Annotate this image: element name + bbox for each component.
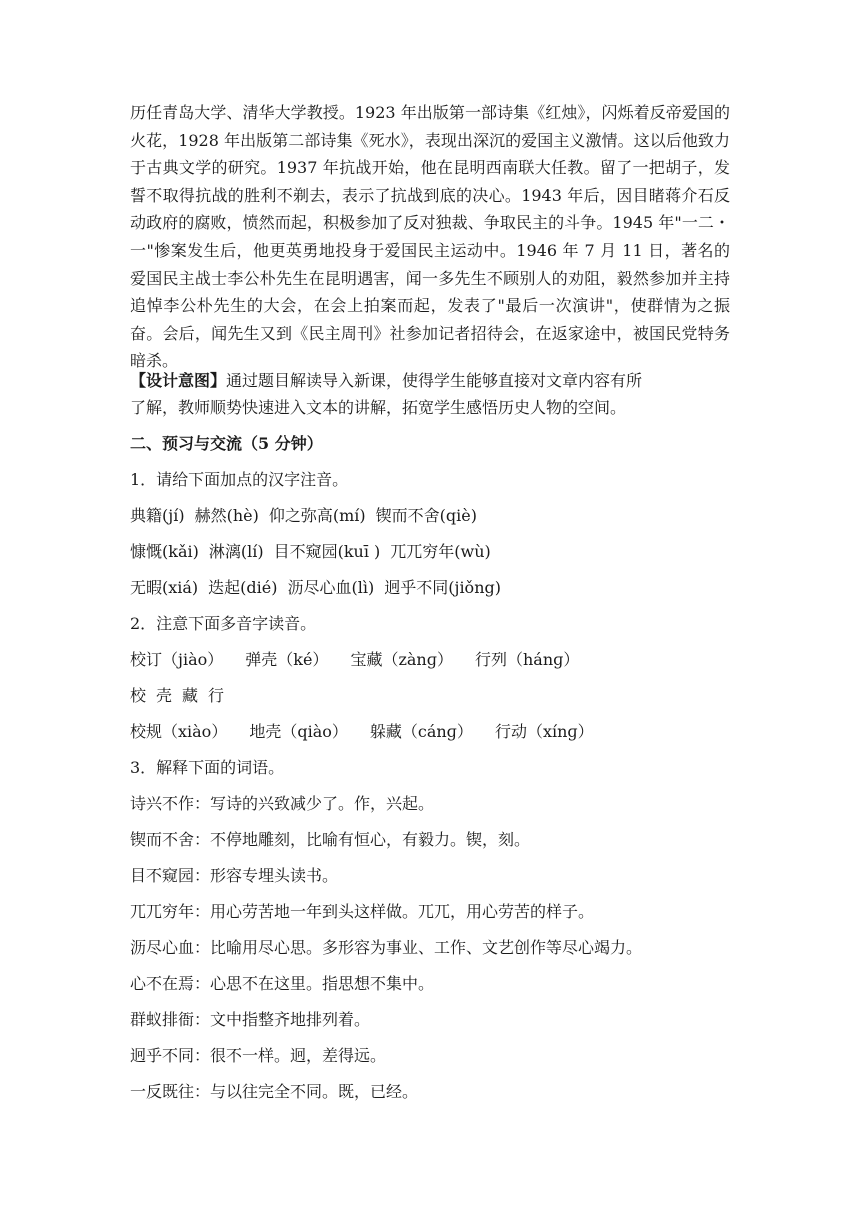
- definition-item: 迥乎不同：很不一样。迥，差得远。: [130, 1046, 387, 1065]
- polyphone-item: 校订（jiào）: [130, 650, 224, 669]
- polyphone-char: 壳: [156, 686, 173, 705]
- polyphone-item: 行动（xínɡ）: [494, 722, 594, 741]
- definition-item: 目不窥园：形容专埋头读书。: [130, 866, 339, 885]
- polyphone-item: 躲藏（cánɡ）: [369, 722, 473, 741]
- pinyin-row-3: [130, 575, 501, 598]
- pinyin-row-1: [130, 503, 477, 526]
- pinyin-item: 锲而不舍(qiè): [375, 506, 477, 525]
- definition-item: 心不在焉：心思不在这里。指思想不集中。: [130, 974, 435, 993]
- polyphone-row-1: [130, 647, 579, 670]
- polyphone-item: 行列（hánɡ）: [474, 650, 580, 669]
- definition-item: 群蚁排衙：文中指整齐地排列着。: [130, 1010, 371, 1029]
- definition-item: 锲而不舍：不停地雕刻，比喻有恒心，有毅力。锲，刻。: [130, 830, 531, 849]
- pinyin-item: 迭起(dié): [208, 578, 278, 597]
- pinyin-item: 淋漓(lí): [208, 542, 264, 561]
- biography-paragraph: 历任青岛大学、清华大学教授。1923 年出版第一部诗集《红烛》，闪烁着反帝爱国的火花，1928 年出版第二部诗集《死水》，表现出深沉的爱国主义激情。这以后他致力于古典文学的研究。1937 年抗战开始，他在昆明西南联大任教。留了一把胡子，发誓不取得抗战的胜利不剃去，表示了抗战到底的决心。1943 年后，因目睹蒋介石反动政府的腐败，愤然而起，积极参加了反对独裁、争取民主的斗争。1945 年"一二・一"惨案发生后，他更英勇地投身于爱国民主运动中。1946 年 7 月 11 日，著名的爱国民主战士李公朴先生在昆明遇害，闻一多先生不顾别人的劝阻，毅然参加并主持追悼李公朴先生的大会，在会上拍案而起，发表了"最后一次演讲"，使群情为之振奋。会后，闻先生又到《民主周刊》社参加记者招待会，在返家途中，被国民党特务暗杀。: [130, 103, 730, 371]
- pinyin-item: 迥乎不同(jiǒng): [384, 578, 501, 597]
- polyphone-item: 校规（xiào）: [130, 722, 228, 741]
- question-1-title: 1．请给下面加点的汉字注音。: [130, 470, 349, 489]
- question-2-title: 2．注意下面多音字读音。: [130, 614, 317, 633]
- design-intent-text-1: 通过题目解读导入新课，使得学生能够直接对文章内容有所: [226, 371, 643, 390]
- polyphone-item: 弹壳（ké）: [245, 650, 329, 669]
- pinyin-item: 沥尽心血(lì): [287, 578, 375, 597]
- design-intent-line-2: 了解，教师顺势快速进入文本的讲解，拓宽学生感悟历史人物的空间。: [130, 398, 627, 417]
- pinyin-item: 无暇(xiá): [130, 578, 199, 597]
- polyphone-item: 宝藏（zànɡ）: [350, 650, 453, 669]
- pinyin-item: 目不窥园(kuī ): [273, 542, 381, 561]
- definition-item: 沥尽心血：比喻用尽心思。多形容为事业、工作、文艺创作等尽心竭力。: [130, 938, 643, 957]
- design-intent-line-1: [130, 368, 642, 391]
- polyphone-item: 地壳（qiào）: [249, 722, 348, 741]
- design-intent-label: 【设计意图】: [130, 371, 227, 390]
- pinyin-item: 赫然(hè): [194, 506, 259, 525]
- definition-item: 兀兀穷年：用心劳苦地一年到头这样做。兀兀，用心劳苦的样子。: [130, 902, 595, 921]
- polyphone-char: 行: [208, 686, 225, 705]
- polyphone-row-2: [130, 719, 594, 742]
- pinyin-item: 仰之弥高(mí): [268, 506, 366, 525]
- pinyin-item: 典籍(jí): [130, 506, 185, 525]
- polyphone-char: 校: [130, 686, 147, 705]
- pinyin-row-2: [130, 539, 491, 562]
- question-3-title: 3．解释下面的词语。: [130, 758, 285, 777]
- definition-item: 诗兴不作：写诗的兴致减少了。作，兴起。: [130, 794, 435, 813]
- definition-item: 一反既往：与以往完全不同。既，已经。: [130, 1082, 419, 1101]
- pinyin-item: 兀兀穷年(wù): [390, 542, 491, 561]
- pinyin-item: 慷慨(kǎi): [130, 542, 199, 561]
- section-heading: 二、预习与交流（5 分钟）: [130, 434, 323, 453]
- polyphone-char: 藏: [182, 686, 199, 705]
- polyphone-chars: [130, 683, 224, 706]
